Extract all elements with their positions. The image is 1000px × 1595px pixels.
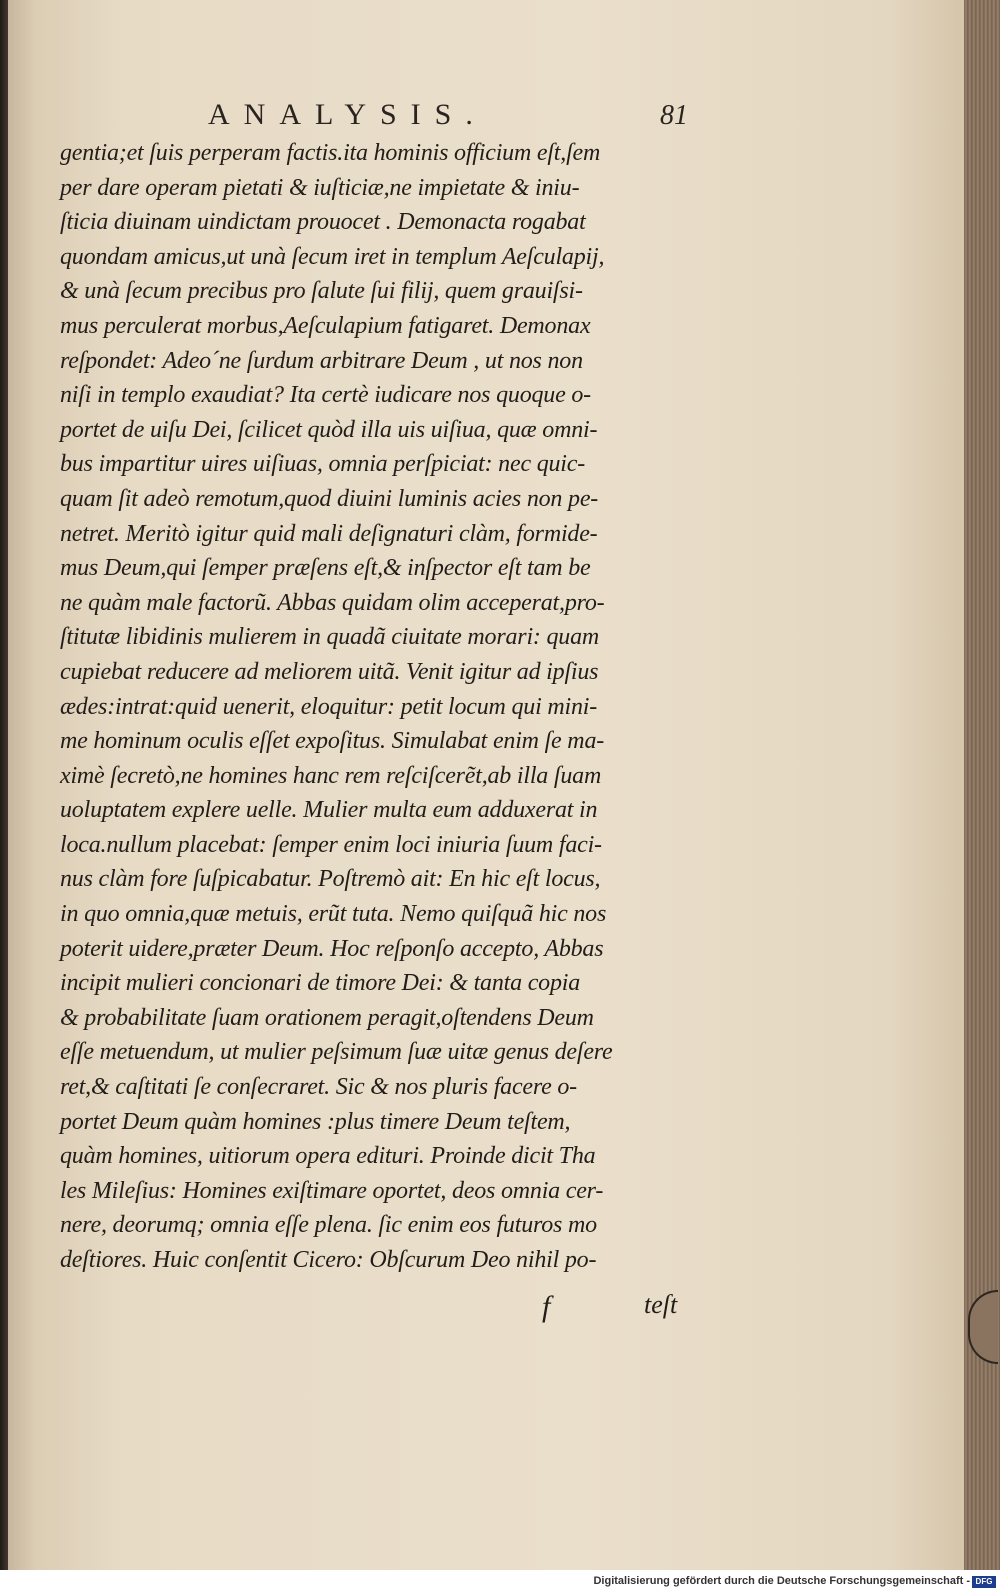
dfg-logo: DFG <box>972 1576 996 1588</box>
signature-mark: f <box>542 1290 551 1323</box>
text-line: quam ſit adeò remotum,quod diuini luminis acies non pe- <box>60 485 599 512</box>
catchword: teſt <box>644 1290 678 1319</box>
text-line: portet Deum quàm homines :plus timere Deum teſtem, <box>60 1108 571 1135</box>
text-line: quondam amicus,ut unà ſecum iret in templum Aeſculapij, <box>60 243 605 270</box>
text-line: deſtiores. Huic conſentit Cicero: Obſcurum Deo nihil po- <box>60 1247 597 1273</box>
digitization-credit: Digitalisierung gefördert durch die Deutsche Forschungsgemeinschaft - <box>593 1575 970 1587</box>
text-line: mus Deum,qui ſemper præſens eſt,& inſpector eſt tam be <box>60 555 591 582</box>
page-number: 81 <box>660 100 688 131</box>
text-line: loca.nullum placebat: ſemper enim loci iniuria ſuum faci- <box>60 831 602 858</box>
text-line: & unà ſecum precibus pro ſalute ſui filij, quem grauiſsi- <box>60 278 583 305</box>
text-line: nere, deorumq; omnia eſſe plena. ſic enim eos futuros mo <box>60 1212 597 1239</box>
text-line: cupiebat reducere ad meliorem uitã. Venit igitur ad ipſius <box>60 658 599 685</box>
text-line: ſtitutæ libidinis mulierem in quadã ciuitate morari: quam <box>60 624 600 651</box>
text-line: les Mileſius: Homines exiſtimare oportet, deos omnia cer- <box>60 1177 604 1204</box>
body-text <box>60 136 700 1278</box>
text-line: uoluptatem explere uelle. Mulier multa eum adduxerat in <box>60 797 598 824</box>
text-line: reſpondet: Adeo´ne ſurdum arbitrare Deum , ut nos non <box>60 347 583 374</box>
page-header <box>208 98 688 138</box>
text-line: ret,& caſtitati ſe conſecraret. Sic & nos pluris facere o- <box>60 1074 577 1101</box>
text-line: me hominum oculis eſſet expoſitus. Simulabat enim ſe ma- <box>60 728 605 755</box>
credit-bar <box>0 1570 1000 1595</box>
running-title: ANALYSIS. <box>208 98 487 131</box>
text-line: netret. Meritò igitur quid mali deſignaturi clàm, formide- <box>60 520 598 547</box>
text-line: per dare operam pietati & iuſticiæ,ne impietate & iniu- <box>60 174 580 201</box>
text-line: gentia;et ſuis perperam factis.ita hominis officium eſt,ſem <box>60 140 601 166</box>
text-line: ne quàm male factorũ. Abbas quidam olim acceperat,pro- <box>60 589 605 616</box>
text-line: niſi in templo exaudiat? Ita certè iudicare nos quoque o- <box>60 382 591 409</box>
text-line: eſſe metuendum, ut mulier peſsimum ſuæ uitæ genus deſere <box>60 1039 613 1066</box>
text-line: quàm homines, uitiorum opera edituri. Proinde dicit Tha <box>60 1143 596 1170</box>
text-line: mus perculerat morbus,Aeſculapium fatigaret. Demonax <box>60 312 591 339</box>
text-line: bus impartitur uires uiſiuas, omnia perſpiciat: nec quic- <box>60 451 586 478</box>
text-line: ximè ſecretò,ne homines hanc rem reſciſcerẽt,ab illa ſuam <box>60 762 602 789</box>
text-line: nus clàm fore ſuſpicabatur. Poſtremò ait: En hic eſt locus, <box>60 866 601 893</box>
text-line: ſticia diuinam uindictam prouocet . Demonacta rogabat <box>60 209 586 236</box>
text-line: portet de uiſu Dei, ſcilicet quòd illa uis uiſiua, quæ omni- <box>60 416 598 443</box>
text-line: poterit uidere,præter Deum. Hoc reſponſo accepto, Abbas <box>60 935 604 962</box>
text-line: & probabilitate ſuam orationem peragit,oſtendens Deum <box>60 1004 594 1031</box>
text-line: ædes:intrat:quid uenerit, eloquitur: petit locum qui mini- <box>60 693 598 720</box>
text-line: in quo omnia,quæ metuis, erũt tuta. Nemo quiſquã hic nos <box>60 901 607 928</box>
text-line: incipit mulieri concionari de timore Dei: & tanta copia <box>60 970 581 997</box>
book-page <box>8 0 964 1570</box>
